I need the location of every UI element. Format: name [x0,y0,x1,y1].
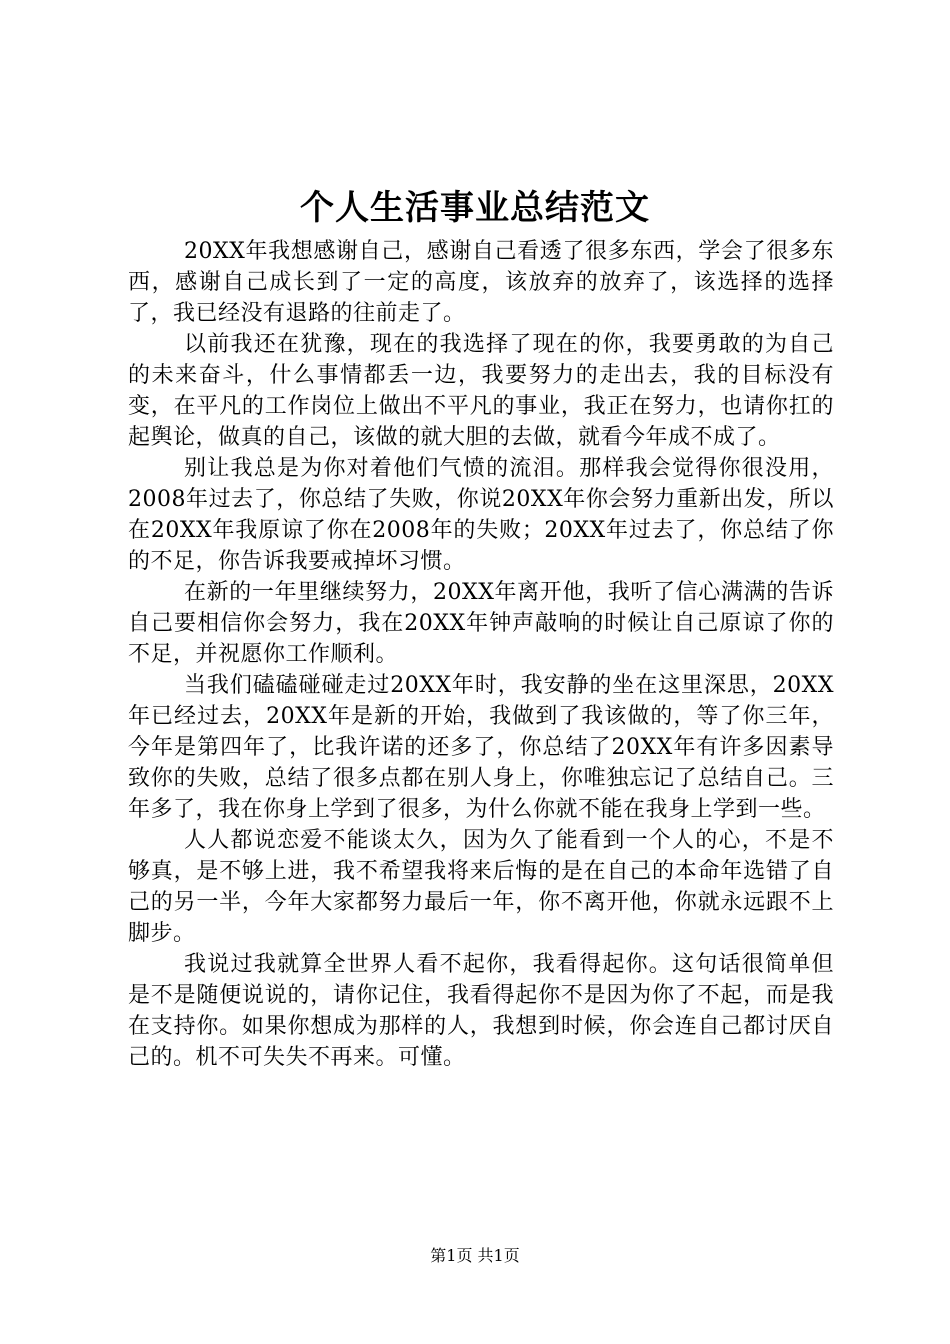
paragraph-6: 人人都说恋爱不能谈太久，因为久了能看到一个人的心，不是不够真，是不够上进，我不希望我将来后悔的是在自己的本命年选错了自己的另一半，今年大家都努力最后一年，你不离开他，你就永远跟不上脚步。 [128,828,834,946]
paragraph-3: 别让我总是为你对着他们气愤的流泪。那样我会觉得你很没用，2008年过去了，你总结了失败，你说20XX年你会努力重新出发，所以在20XX年我原谅了你在2008年的失败；20XX年过去了，你总结了你的不足，你告诉我要戒掉坏习惯。 [128,456,834,574]
paragraph-2: 以前我还在犹豫，现在的我选择了现在的你，我要勇敢的为自己的未来奋斗，什么事情都丢一边，我要努力的走出去，我的目标没有变，在平凡的工作岗位上做出不平凡的事业，我正在努力，也请你扛的起舆论，做真的自己，该做的就大胆的去做，就看今年成不成了。 [128,332,834,450]
paragraph-4: 在新的一年里继续努力，20XX年离开他，我听了信心满满的告诉自己要相信你会努力，我在20XX年钟声敲响的时候让自己原谅了你的不足，并祝愿你工作顺利。 [128,580,834,667]
page-footer: 第1页 共1页 [430,1246,520,1265]
paragraph-5: 当我们磕磕碰碰走过20XX年时，我安静的坐在这里深思，20XX年已经过去，20XX年是新的开始，我做到了我该做的，等了你三年，今年是第四年了，比我许诺的还多了，你总结了20XX年有许多因素导致你的失败，总结了很多点都在别人身上，你唯独忘记了总结自己。三年多了，我在你身上学到了很多，为什么你就不能在我身上学到一些。 [128,673,834,822]
document-title: 个人生活事业总结范文 [300,188,650,228]
document-body [128,236,834,1073]
paragraph-1: 20XX年我想感谢自己，感谢自己看透了很多东西，学会了很多东西，感谢自己成长到了一定的高度，该放弃的放弃了，该选择的选择了，我已经没有退路的往前走了。 [128,239,834,326]
paragraph-7: 我说过我就算全世界人看不起你，我看得起你。这句话很简单但是不是随便说说的，请你记住，我看得起你不是因为你了不起，而是我在支持你。如果你想成为那样的人，我想到时候，你会连自己都讨厌自己的。机不可失失不再来。可懂。 [128,952,834,1070]
